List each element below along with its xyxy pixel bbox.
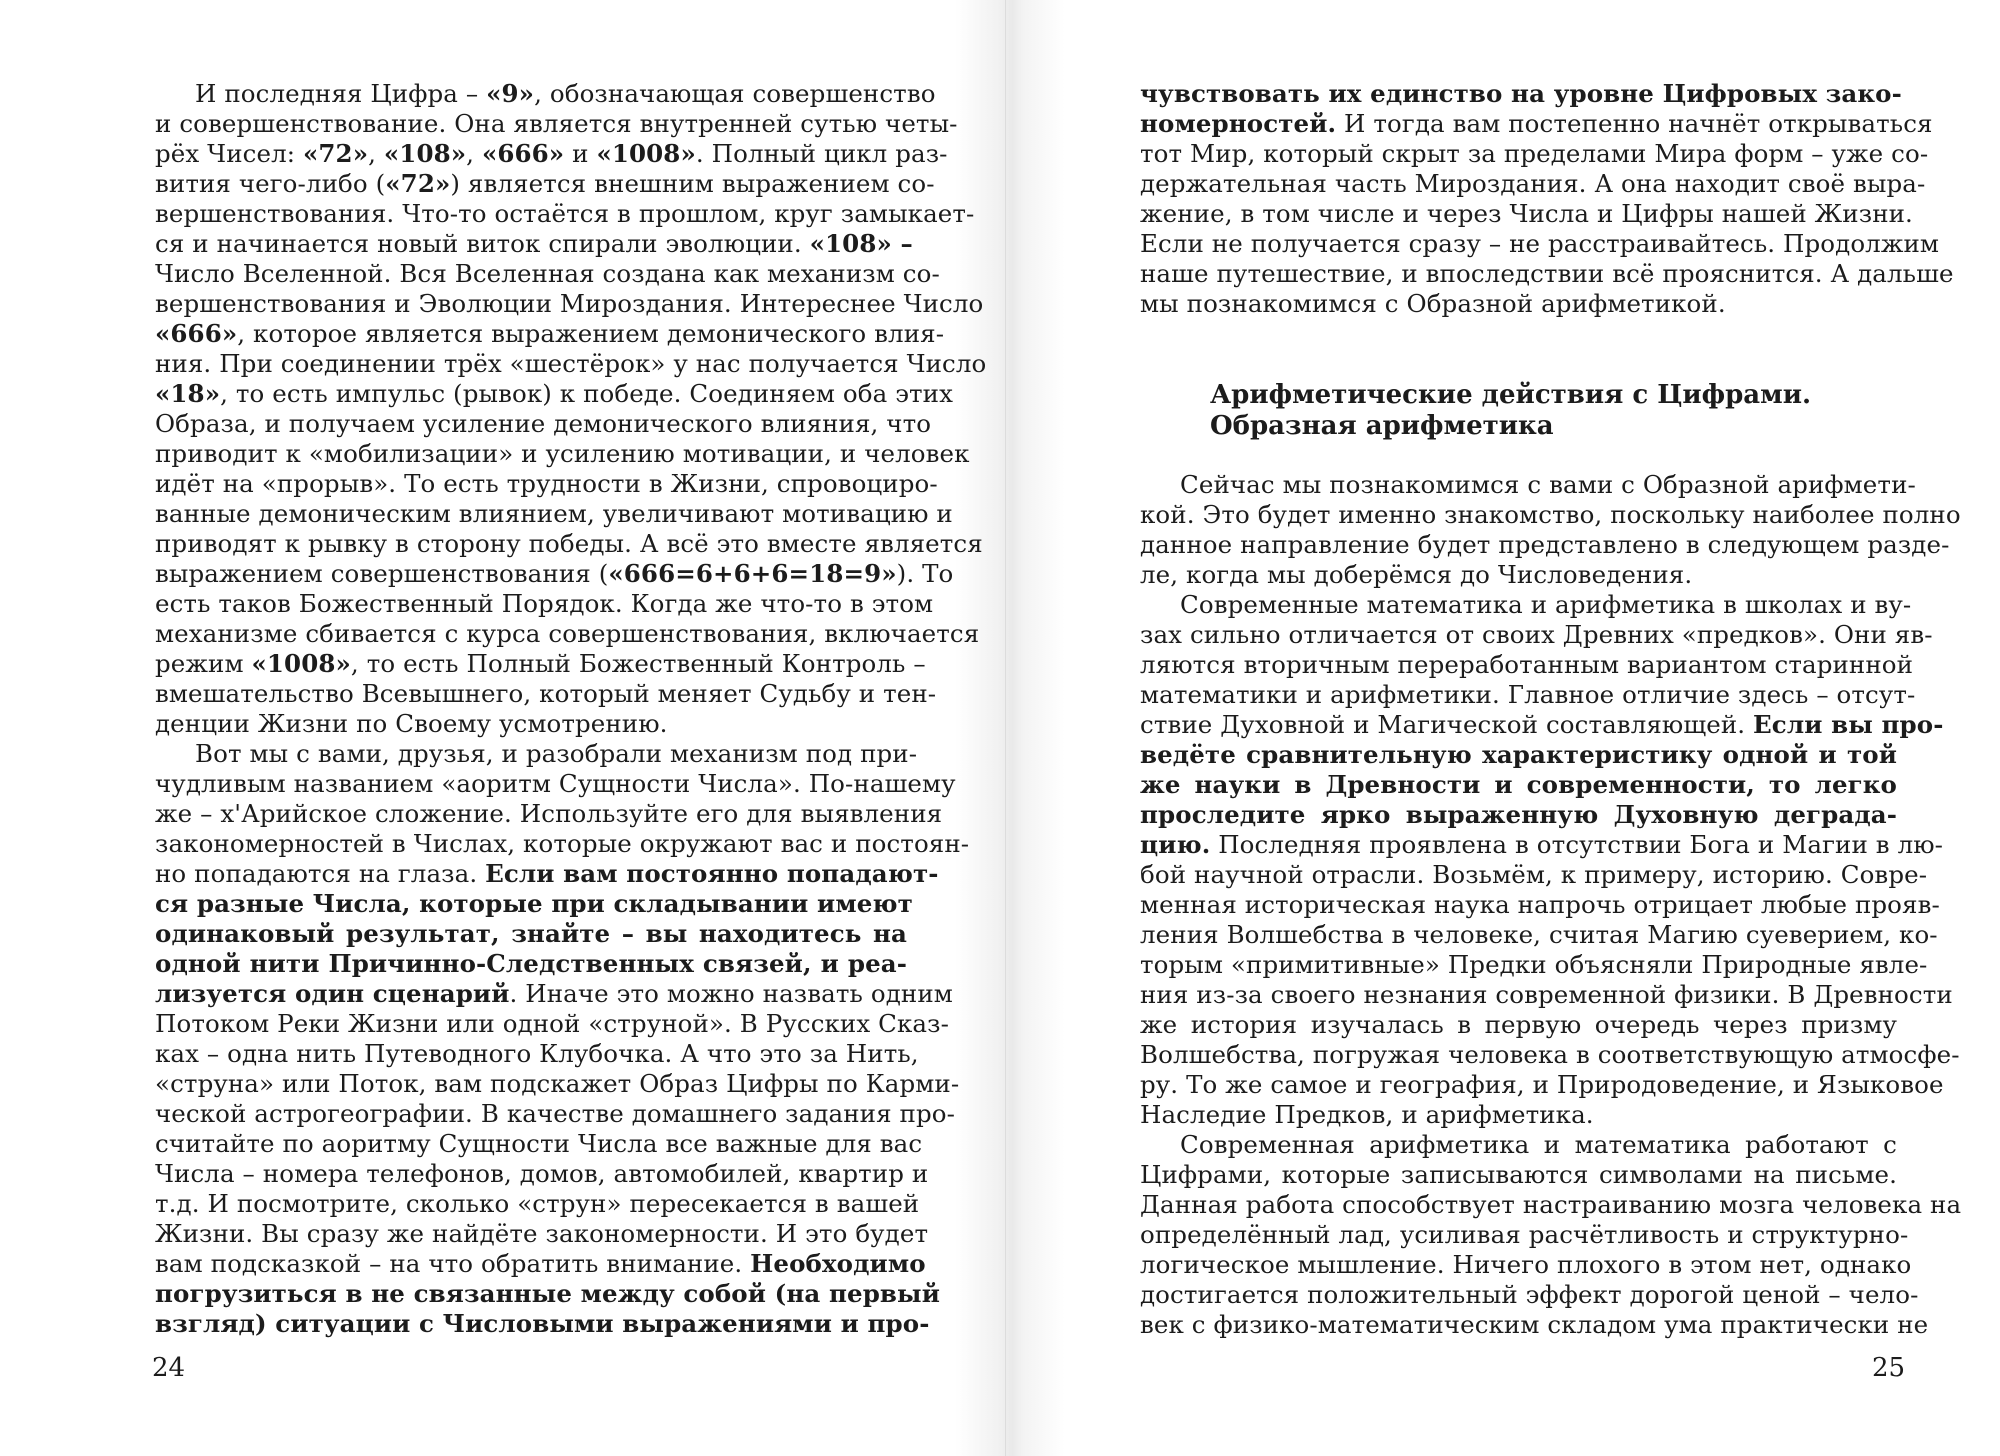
text-run: Если не получается сразу – не расстраивайтесь. Продолжим xyxy=(1140,229,1940,258)
text-run: Сейчас мы познакомимся с вами с Образной арифмети- xyxy=(1180,470,1916,499)
text-run: Образа, и получаем усиление демонического влияния, что xyxy=(155,409,932,438)
text-line xyxy=(1140,590,1912,620)
bold-run: взгляд) ситуации с Числовыми выражениями и про- xyxy=(155,1309,930,1338)
text-run: и xyxy=(564,139,597,168)
text-run: идёт на «прорыв». То есть трудности в Жизни, спровоциро- xyxy=(155,469,938,498)
text-run: вершенствования. Что-то остаётся в прошлом, круг замыкает- xyxy=(155,199,975,228)
text-run: Данная работа способствует настраиванию мозга человека на xyxy=(1140,1190,1962,1219)
text-run: ле, когда мы доберёмся до Числоведения. xyxy=(1140,560,1693,589)
text-run: определённый лад, усиливая расчётливость и структурно- xyxy=(1140,1220,1909,1249)
text-line xyxy=(155,619,980,649)
text-line xyxy=(155,109,958,139)
text-run: вмешательство Всевышнего, который меняет Судьбу и тен- xyxy=(155,679,937,708)
text-line xyxy=(155,319,945,349)
text-line xyxy=(1140,710,1944,740)
bold-run: же науки в Древности и современности, то легко xyxy=(1140,770,1897,799)
text-line xyxy=(155,769,956,799)
text-run: но попадаются на глаза. xyxy=(155,859,486,888)
page-number-left: 24 xyxy=(152,1353,186,1383)
text-line xyxy=(1140,259,1954,289)
text-run: ). То xyxy=(896,559,954,588)
section-heading xyxy=(1210,380,1850,442)
text-line xyxy=(155,169,935,199)
text-line xyxy=(1140,860,1928,890)
bold-run: лизуется один сценарий xyxy=(155,979,510,1008)
text-line xyxy=(155,349,987,379)
text-line xyxy=(155,1159,929,1189)
text-run: считайте по аоритму Сущности Числа все важные для вас xyxy=(155,1129,923,1158)
text-run: же история изучалась в первую очередь через призму xyxy=(1140,1010,1897,1039)
text-run: приводят к рывку в сторону победы. А всё это вместе является xyxy=(155,529,983,558)
bold-run: погрузиться в не связанные между собой (на первый xyxy=(155,1279,940,1308)
text-line xyxy=(155,949,907,979)
text-run: Последняя проявлена в отсутствии Бога и Магии в лю- xyxy=(1210,830,1944,859)
text-line xyxy=(1140,1310,1929,1340)
text-run: , то есть импульс (рывок) к победе. Соединяем оба этих xyxy=(220,379,954,408)
bold-run: «666» xyxy=(481,139,565,168)
text-line xyxy=(1140,139,1929,169)
text-run: ния из-за своего незнания современной физики. В Древности xyxy=(1140,980,1953,1009)
text-line xyxy=(155,259,940,289)
bold-run: «666» xyxy=(155,319,238,348)
text-line xyxy=(1140,770,1897,800)
text-line xyxy=(1140,680,1916,710)
text-line xyxy=(155,709,907,739)
text-line xyxy=(1140,1160,1897,1190)
text-run: ствие Духовной и Магической составляющей. xyxy=(1140,710,1754,739)
text-line xyxy=(155,529,983,559)
bold-run: Необходимо xyxy=(750,1249,926,1278)
bold-run: «108» xyxy=(383,139,467,168)
text-line xyxy=(1140,1220,1909,1250)
text-run: , xyxy=(466,139,482,168)
text-line xyxy=(1140,530,1950,560)
text-run: ках – одна нить Путеводного Клубочка. А что это за Нить, xyxy=(155,1039,919,1068)
text-line xyxy=(155,589,934,619)
bold-run: одинаковый результат, знайте – вы находитесь на xyxy=(155,919,907,948)
text-line xyxy=(1140,500,1961,530)
text-line xyxy=(1140,560,1897,590)
text-line xyxy=(155,739,918,769)
text-line xyxy=(1140,289,1897,319)
text-run: т.д. И посмотрите, сколько «струн» пересекается в вашей xyxy=(155,1189,920,1218)
bold-run: ведёте сравнительную характеристику одной и той xyxy=(1140,740,1897,769)
text-line xyxy=(1140,1040,1960,1070)
text-line xyxy=(155,799,943,829)
text-run: ванные демоническим влиянием, увеличивают мотивацию и xyxy=(155,499,953,528)
text-run: Вот мы с вами, друзья, и разобрали механизм под при- xyxy=(195,739,918,768)
text-line xyxy=(155,829,970,859)
text-run: ся и начинается новый виток спирали эволюции. xyxy=(155,229,810,258)
text-run: ления Волшебства в человеке, считая Магию суеверием, ко- xyxy=(1140,920,1938,949)
text-run: механизме сбивается с курса совершенствования, включается xyxy=(155,619,980,648)
left-page-text xyxy=(155,79,987,1339)
right-page-text-body xyxy=(1140,470,1962,1340)
text-line xyxy=(155,889,913,919)
text-line xyxy=(155,1099,955,1129)
text-line xyxy=(155,1219,929,1249)
text-run: жение, в том числе и через Числа и Цифры нашей Жизни. xyxy=(1140,199,1913,228)
text-run: закономерностей в Числах, которые окружают вас и постоян- xyxy=(155,829,970,858)
text-line xyxy=(1140,1250,1912,1280)
text-line xyxy=(155,919,907,949)
text-line xyxy=(155,139,948,169)
text-line xyxy=(1140,950,1928,980)
section-heading-line-1: Арифметические действия с Цифрами. xyxy=(1210,380,1812,410)
text-line xyxy=(155,409,932,439)
bold-run: «1008» xyxy=(251,649,351,678)
bold-run: чувствовать их единство на уровне Цифровых зако- xyxy=(1140,79,1902,108)
text-run: ческой астрогеографии. В качестве домашнего задания про- xyxy=(155,1099,955,1128)
bold-run: «18» xyxy=(155,379,221,408)
text-run: Число Вселенной. Вся Вселенная создана как механизм со- xyxy=(155,259,940,288)
text-run: наше путешествие, и впоследствии всё прояснится. А дальше xyxy=(1140,259,1954,288)
text-line xyxy=(1140,229,1940,259)
text-run: . Иначе это можно назвать одним xyxy=(509,979,953,1008)
text-run: торым «примитивные» Предки объясняли Природные явле- xyxy=(1140,950,1928,979)
text-run: век с физико-математическим складом ума практически не xyxy=(1140,1310,1929,1339)
text-line xyxy=(1140,980,1953,1010)
text-run: чудливым названием «аоритм Сущности Числа». По-нашему xyxy=(155,769,956,798)
bold-run: «72» xyxy=(302,139,369,168)
bold-run: «9» xyxy=(486,79,535,108)
text-line xyxy=(155,1009,949,1039)
text-run: режим xyxy=(155,649,252,678)
bold-run: одной нити Причинно-Следственных связей, и реа- xyxy=(155,949,907,978)
bold-run: номерностей. xyxy=(1140,109,1337,138)
text-line xyxy=(155,1129,923,1159)
page-number-right: 25 xyxy=(1872,1353,1906,1383)
bold-run: Если вы про- xyxy=(1753,710,1944,739)
text-run: ру. То же самое и география, и Природоведение, и Языковое xyxy=(1140,1070,1944,1099)
text-run: ния. При соединении трёх «шестёрок» у нас получается Число xyxy=(155,349,987,378)
text-run: бой научной отрасли. Возьмём, к примеру, историю. Совре- xyxy=(1140,860,1928,889)
text-line xyxy=(1140,1130,1897,1160)
text-line xyxy=(1140,920,1938,950)
text-run: рёх Чисел: xyxy=(155,139,303,168)
text-line xyxy=(1140,1280,1919,1310)
text-line xyxy=(155,679,937,709)
text-run: Цифрами, которые записываются символами на письме. xyxy=(1140,1160,1897,1189)
text-line xyxy=(1140,620,1933,650)
section-heading-line-2: Образная арифметика xyxy=(1210,411,1554,441)
text-line xyxy=(155,979,953,1009)
text-line xyxy=(1140,890,1940,920)
text-line xyxy=(1140,800,1897,830)
text-line xyxy=(1140,1010,1897,1040)
gutter-fold xyxy=(1005,0,1006,1456)
text-line xyxy=(155,439,970,469)
bold-run: проследите ярко выраженную Духовную деграда- xyxy=(1140,800,1897,829)
text-run: вития чего-либо ( xyxy=(155,169,386,198)
text-run: кой. Это будет именно знакомство, поскольку наиболее полно xyxy=(1140,500,1961,529)
text-run: , которое является выражением демонического влия- xyxy=(237,319,945,348)
text-run: зах сильно отличается от своих Древних «предков». Они яв- xyxy=(1140,620,1933,649)
text-run: Волшебства, погружая человека в соответствующую атмосфе- xyxy=(1140,1040,1960,1069)
text-line xyxy=(155,229,913,259)
bold-run: «666=6+6+6=18=9» xyxy=(608,559,897,588)
text-run: тот Мир, который скрыт за пределами Мира форм – уже со- xyxy=(1140,139,1929,168)
text-run: Наследие Предков, и арифметика. xyxy=(1140,1100,1594,1129)
text-line xyxy=(1140,830,1944,860)
text-run: ляются вторичным переработанным вариантом старинной xyxy=(1140,650,1914,679)
text-line xyxy=(1140,1190,1962,1220)
text-line xyxy=(155,289,984,319)
text-line xyxy=(1140,740,1897,770)
text-run: Числа – номера телефонов, домов, автомобилей, квартир и xyxy=(155,1159,929,1188)
bold-run: Если вам постоянно попадают- xyxy=(485,859,939,888)
text-run: вам подсказкой – на что обратить внимание. xyxy=(155,1249,751,1278)
bold-run: цию. xyxy=(1140,830,1211,859)
text-line xyxy=(155,199,975,229)
text-run: вершенствования и Эволюции Мироздания. Интереснее Число xyxy=(155,289,984,318)
text-run: Жизни. Вы сразу же найдёте закономерности. И это будет xyxy=(155,1219,929,1248)
text-line xyxy=(1140,650,1914,680)
text-line xyxy=(1140,169,1926,199)
text-run: Потоком Реки Жизни или одной «струной». В Русских Сказ- xyxy=(155,1009,949,1038)
text-line xyxy=(155,649,926,679)
text-line xyxy=(1140,199,1913,229)
text-run: , то есть Полный Божественный Контроль – xyxy=(350,649,926,678)
bold-run: ся разные Числа, которые при складывании имеют xyxy=(155,889,913,918)
text-run: приводит к «мобилизации» и усилению мотивации, и человек xyxy=(155,439,970,468)
text-line xyxy=(155,469,938,499)
text-run: ) является внешним выражением со- xyxy=(450,169,935,198)
bold-run: «1008» xyxy=(596,139,696,168)
text-line xyxy=(155,1039,919,1069)
text-line xyxy=(1140,1100,1897,1130)
text-run: Современная арифметика и математика работают с xyxy=(1180,1130,1897,1159)
text-line xyxy=(155,859,939,889)
text-line xyxy=(1140,79,1902,109)
text-run: же – х'Арийское сложение. Используйте его для выявления xyxy=(155,799,943,828)
bold-run: «108» – xyxy=(809,229,913,258)
text-line xyxy=(155,379,954,409)
text-run: И тогда вам постепенно начнёт открываться xyxy=(1336,109,1933,138)
text-run: , обозначающая совершенство xyxy=(534,79,936,108)
text-run: математики и арифметики. Главное отличие здесь – отсут- xyxy=(1140,680,1916,709)
text-line xyxy=(1140,470,1916,500)
text-run: Современные математика и арифметика в школах и ву- xyxy=(1180,590,1912,619)
text-line xyxy=(1140,1070,1944,1100)
text-run: менная историческая наука напрочь отрицает любые прояв- xyxy=(1140,890,1940,919)
text-run: денции Жизни по Своему усмотрению. xyxy=(155,709,668,738)
text-line xyxy=(155,1309,930,1339)
text-run: данное направление будет представлено в следующем разде- xyxy=(1140,530,1950,559)
text-run: достигается положительный эффект дорогой ценой – чело- xyxy=(1140,1280,1919,1309)
text-line xyxy=(155,1249,926,1279)
text-line xyxy=(155,1189,920,1219)
bold-run: «72» xyxy=(385,169,451,198)
text-run: выражением совершенствования ( xyxy=(155,559,609,588)
right-page-text-top xyxy=(1140,79,1954,319)
text-run: логическое мышление. Ничего плохого в этом нет, однако xyxy=(1140,1250,1912,1279)
text-run: , xyxy=(368,139,384,168)
text-run: И последняя Цифра – xyxy=(195,79,487,108)
text-line xyxy=(155,1069,960,1099)
text-line xyxy=(155,499,953,529)
text-run: «струна» или Поток, вам подскажет Образ Цифры по Карми- xyxy=(155,1069,960,1098)
text-line xyxy=(155,1279,940,1309)
text-run: есть таков Божественный Порядок. Когда же что-то в этом xyxy=(155,589,934,618)
text-line xyxy=(155,559,954,589)
text-run: мы познакомимся с Образной арифметикой. xyxy=(1140,289,1726,318)
text-run: держательная часть Мироздания. А она находит своё выра- xyxy=(1140,169,1926,198)
text-line xyxy=(155,79,936,109)
text-run: . Полный цикл раз- xyxy=(695,139,948,168)
text-run: и совершенствование. Она является внутренней сутью четы- xyxy=(155,109,958,138)
text-line xyxy=(1140,109,1933,139)
